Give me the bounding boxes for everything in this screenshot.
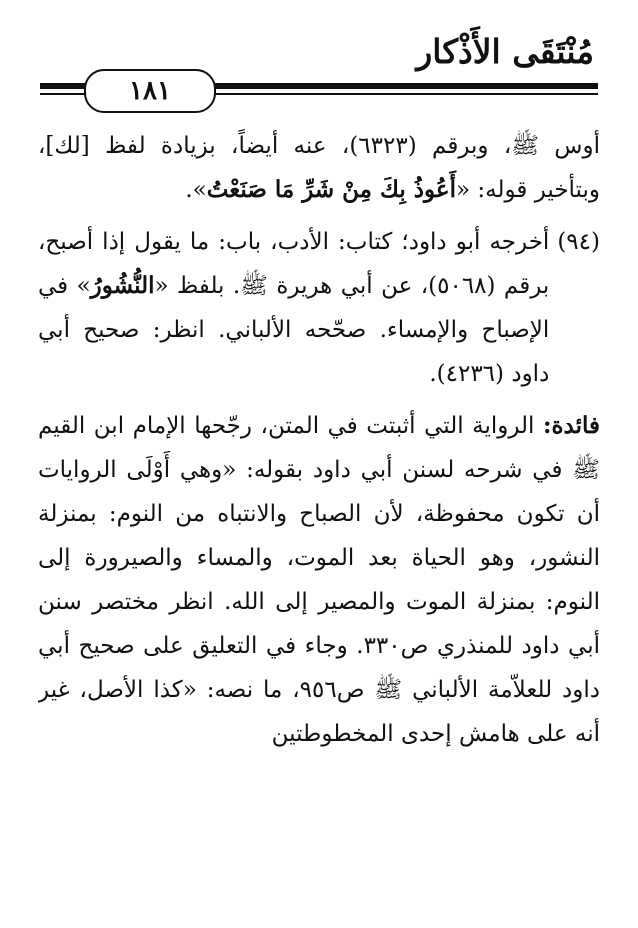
book-title: مُنْتَقَى الأَذْكار [416,32,594,71]
footnote-94 [38,220,600,396]
benefit-paragraph [38,404,600,756]
page-body [38,124,600,924]
spacer [38,396,600,404]
page-number-badge [84,69,216,113]
footnote-text-start: أخرجه أبو داود؛ كتاب: الأدب، باب: ما يقول إذا أصبح، برقم (٥٠٦٨)، عن أبي هريرة ﷺ. بلفظ « [38,229,550,299]
footnote-text [38,220,549,396]
footnote-quoted-word: النُّشُورُ [90,272,155,299]
paragraph-text-end: ». [185,177,207,203]
continuation-paragraph [38,124,600,212]
benefit-text: الرواية التي أثبتت في المتن، رجّحها الإمام ابن القيم ﷺ في شرحه لسنن أبي داود بقوله: «وهي أَوْلَى الروايات أن تكون محفوظة، لأن الصباح والانتباه من النوم: بمنزلة النشور، وهو الحياة بعد الموت، والمساء والصيرورة إلى النوم: بمنزلة الموت والمصير إلى الله. انظر مختصر سنن أبي داود للمنذري ص٣٣٠. وجاء في التعليق على صحيح أبي داود للعلاّمة الألباني ﷺ ص٩٥٦، ما نصه: «كذا الأصل، غير أنه على هامش إحدى المخطوطتين [38,413,600,747]
footnote-text-end: » في الإصباح والإمساء. صحّحه الألباني. انظر: صحيح أبي داود (٤٢٣٦). [38,273,550,387]
page-header [0,0,638,118]
paragraph-text: أوس ﷺ، وبرقم (٦٣٢٣)، عنه أيضاً، بزيادة لفظ [لك]، وبتأخير قوله: « [38,133,600,203]
spacer [38,212,600,220]
page-number: ١٨١ [129,76,171,106]
footnote-number: (٩٤) [557,229,600,255]
benefit-label: فائدة: [542,412,600,439]
quoted-phrase: أَعُوذُ بِكَ مِنْ شَرِّ مَا صَنَعْتُ [206,176,457,203]
